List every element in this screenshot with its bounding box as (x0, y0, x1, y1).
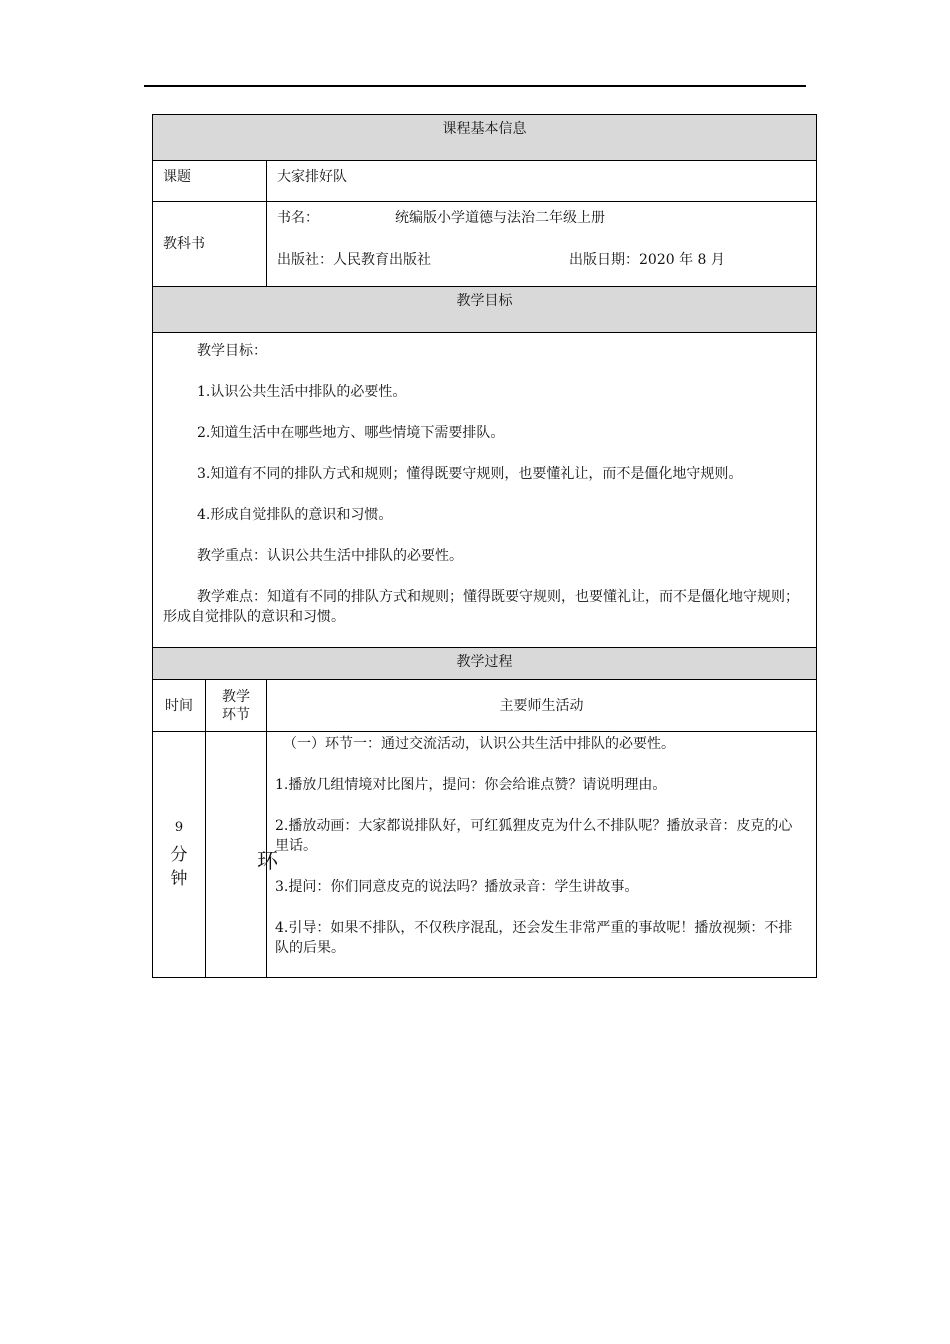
activity-item: 4.引导：如果不排队，不仅秩序混乱，还会发生非常严重的事故呢！播放视频：不排队的后果。 (275, 920, 793, 956)
objective-item: 4.形成自觉排队的意识和习惯。 (197, 507, 393, 523)
publish-date: 出版日期：2020 年 8 月 (569, 252, 725, 268)
objective-item: 教学重点：认识公共生活中排队的必要性。 (197, 548, 463, 564)
topic-row (153, 161, 817, 202)
objective-item: 3.知道有不同的排队方式和规则；懂得既要守规则，也要懂礼让，而不是僵化地守规则。 (197, 466, 743, 482)
duration-unit-1: 分 (170, 844, 188, 865)
process-header-row (153, 680, 817, 732)
stage-fragment-text: 环 (257, 849, 278, 873)
duration-cell (153, 732, 206, 978)
time-column-header: 时间 (153, 680, 206, 732)
textbook-row (153, 202, 817, 287)
objective-item: 教学目标： (197, 343, 267, 359)
stage-column-header (206, 680, 267, 732)
topic-label: 课题 (153, 161, 267, 202)
objective-item: 1.认识公共生活中排队的必要性。 (197, 384, 407, 400)
stage-header-line-1: 教学 (222, 688, 250, 705)
basic-info-band-row (153, 115, 817, 161)
objectives-row (153, 333, 817, 648)
duration-unit-2: 钟 (170, 868, 188, 889)
basic-info-heading: 课程基本信息 (153, 115, 817, 161)
objective-item: 2.知道生活中在哪些地方、哪些情境下需要排队。 (197, 425, 505, 441)
objectives-body (153, 333, 817, 648)
publisher-line (277, 250, 806, 270)
duration-number: 9 (174, 819, 184, 835)
objectives-band-row (153, 287, 817, 333)
publisher-text: 出版社：人民教育出版社 (277, 252, 431, 268)
activities-cell (267, 732, 817, 978)
textbook-details (267, 202, 817, 287)
process-heading: 教学过程 (153, 648, 817, 680)
process-band-row (153, 648, 817, 680)
textbook-label-text: 教科书 (163, 236, 205, 252)
topic-value: 大家排好队 (267, 161, 817, 202)
objectives-heading: 教学目标 (153, 287, 817, 333)
activity-item: （一）环节一：通过交流活动，认识公共生活中排队的必要性。 (283, 736, 675, 752)
book-name-line (277, 208, 806, 230)
activities-column-header: 主要师生活动 (267, 680, 817, 732)
textbook-label (153, 202, 267, 287)
activity-item: 3.提问：你们同意皮克的说法吗？播放录音：学生讲故事。 (275, 879, 639, 895)
objective-item: 教学难点：知道有不同的排队方式和规则；懂得既要守规则，也要懂礼让，而不是僵化地守规则；形成自觉排队的意识和习惯。 (163, 589, 799, 625)
process-row (153, 732, 817, 978)
stage-header-line-2: 环节 (222, 706, 250, 723)
activity-item: 1.播放几组情境对比图片，提问：你会给谁点赞？请说明理由。 (275, 777, 667, 793)
header-rule (144, 85, 806, 87)
lesson-plan-table (152, 114, 817, 978)
activity-item: 2.播放动画：大家都说排队好，可红狐狸皮克为什么不排队呢？播放录音：皮克的心里话。 (275, 818, 793, 854)
book-name-value: 统编版小学道德与法治二年级上册 (395, 210, 605, 226)
book-name-label: 书名： (277, 210, 319, 226)
